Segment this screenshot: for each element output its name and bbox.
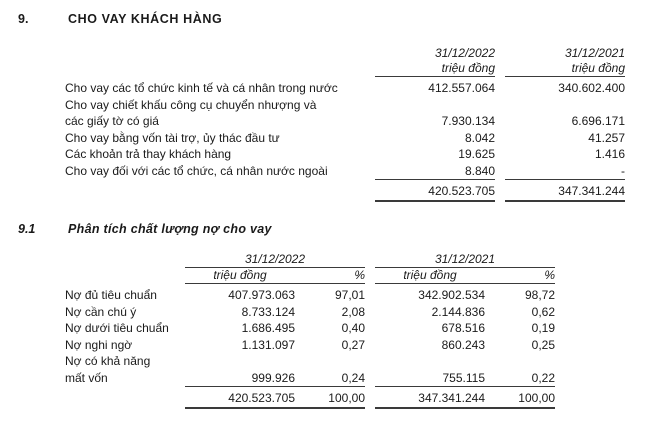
- quality-header-gap: [365, 252, 375, 268]
- total-amount-2022: 420.523.705: [185, 390, 295, 408]
- table-row: [65, 80, 625, 97]
- header-unit-2021: triệu đồng: [505, 61, 625, 77]
- quality-header-unit-blank: [65, 268, 185, 284]
- row-percent-2021: 0,62: [531, 304, 555, 319]
- total-percent-2022: 100,00: [295, 390, 365, 408]
- header-gap: [495, 46, 505, 61]
- row-label: Nợ cần chú ý: [65, 304, 137, 319]
- quality-header-row-dates: [65, 252, 555, 268]
- row-amount-blank-2: [375, 353, 485, 370]
- row-amount-2022: 1.686.495: [241, 321, 295, 335]
- table-row: [65, 320, 555, 337]
- row-label: Cho vay các tổ chức kinh tế và cá nhân trong nước: [65, 81, 338, 95]
- row-amount-2021: 342.902.534: [418, 288, 485, 302]
- row-percent-2021: 0,22: [485, 370, 555, 387]
- row-label: Cho vay chiết khấu công cụ chuyển nhượng và: [65, 97, 317, 112]
- row-value-blank: [375, 97, 495, 114]
- row-value-2022: 7.930.134: [441, 114, 495, 128]
- table-row: [65, 113, 625, 130]
- row-percent-blank: [295, 353, 365, 370]
- table-row-last: [65, 163, 625, 180]
- row-amount-2021: 860.243: [441, 337, 485, 352]
- row-value-2022: 19.625: [458, 147, 495, 161]
- row-value-2021: 340.602.400: [558, 81, 625, 95]
- quality-header-date-2022: 31/12/2022: [185, 252, 365, 268]
- row-label: Các khoản trả thay khách hàng: [65, 147, 232, 161]
- row-amount-2022: 999.926: [185, 370, 295, 387]
- row-label: Nợ đủ tiêu chuẩn: [65, 288, 157, 302]
- quality-header-percent-2022: %: [295, 268, 365, 284]
- table-row: [65, 337, 555, 354]
- row-percent-2022: 0,27: [341, 337, 365, 352]
- row-value-2021: -: [505, 163, 625, 180]
- table-header-row-dates: [65, 46, 625, 61]
- row-value-2021: 41.257: [588, 130, 625, 145]
- row-label: Cho vay đối với các tổ chức, cá nhân nước ngoài: [65, 164, 328, 178]
- row-value-2021: 6.696.171: [571, 114, 625, 128]
- row-amount-2022: 407.973.063: [228, 288, 295, 302]
- header-unit-2022: triệu đồng: [375, 61, 495, 77]
- section-91-title: Phân tích chất lượng nợ cho vay: [68, 222, 272, 236]
- row-amount-2021: 678.516: [441, 321, 485, 335]
- header-label-blank: [65, 46, 375, 61]
- table-row: [65, 130, 625, 147]
- row-percent-2021: 0,19: [531, 321, 555, 335]
- total-label: [65, 390, 185, 408]
- row-amount-2022: 1.131.097: [241, 337, 295, 352]
- row-percent-2022: 2,08: [341, 304, 365, 319]
- row-amount-2021: 755.115: [375, 370, 485, 387]
- row-value-2021: 1.416: [594, 147, 625, 161]
- row-percent-2022: 0,40: [341, 321, 365, 335]
- total-value-2022: 420.523.705: [375, 183, 495, 201]
- section-9-heading: [18, 12, 222, 26]
- row-label: Nợ dưới tiêu chuẩn: [65, 321, 169, 335]
- table-row: [65, 287, 555, 304]
- row-value-2022: 8.042: [464, 130, 495, 145]
- table-header-row-units: [65, 61, 625, 77]
- row-amount-2021: 2.144.836: [431, 304, 485, 319]
- table-row: [65, 146, 625, 163]
- quality-header-unit-2022: triệu đồng: [185, 268, 295, 284]
- row-amount-2022: 8.733.124: [241, 304, 295, 319]
- section-9-title: CHO VAY KHÁCH HÀNG: [68, 12, 223, 26]
- row-label-continued: các giấy tờ có giá: [65, 114, 159, 128]
- loans-table: [65, 46, 625, 202]
- row-label: Nợ có khả năng: [65, 354, 151, 368]
- header-unit-blank: [65, 61, 375, 77]
- row-label-continued: mất vốn: [65, 371, 108, 385]
- total-row: [65, 390, 555, 408]
- quality-header-unit-2021: triệu đồng: [375, 268, 485, 284]
- quality-header-percent-2021: %: [485, 268, 555, 284]
- loan-quality-table: [65, 252, 555, 409]
- section-9-number: 9.: [18, 12, 29, 26]
- row-percent-blank-2: [485, 353, 555, 370]
- section-91-heading: [18, 222, 272, 236]
- row-label: Cho vay bằng vốn tài trợ, ủy thác đầu tư: [65, 130, 280, 145]
- header-date-2021: 31/12/2021: [564, 46, 625, 60]
- row-value-blank-2: [505, 97, 625, 114]
- row-amount-blank: [185, 353, 295, 370]
- quality-header-row-units: [65, 268, 555, 284]
- row-value-2022: 412.557.064: [428, 81, 495, 95]
- row-label: Nợ nghi ngờ: [65, 337, 133, 352]
- header-date-2022: 31/12/2022: [434, 46, 495, 60]
- table-row-last: [65, 370, 555, 387]
- total-value-2021: 347.341.244: [505, 183, 625, 201]
- row-percent-2021: 0,25: [531, 337, 555, 352]
- table-row-wrap-first: [65, 353, 555, 370]
- row-percent-2022: 0,24: [295, 370, 365, 387]
- total-label: [65, 183, 375, 201]
- section-91-number: 9.1: [18, 222, 36, 236]
- table-row-wrap-first: [65, 97, 625, 114]
- quality-header-date-2021: 31/12/2021: [375, 252, 555, 268]
- quality-header-blank: [65, 252, 185, 268]
- row-value-2022: 8.840: [375, 163, 495, 180]
- row-percent-2022: 97,01: [334, 288, 365, 302]
- table-row: [65, 304, 555, 321]
- total-percent-2021: 100,00: [485, 390, 555, 408]
- header-unit-gap: [495, 61, 505, 77]
- total-amount-2021: 347.341.244: [375, 390, 485, 408]
- row-percent-2021: 98,72: [524, 288, 555, 302]
- total-row: [65, 183, 625, 201]
